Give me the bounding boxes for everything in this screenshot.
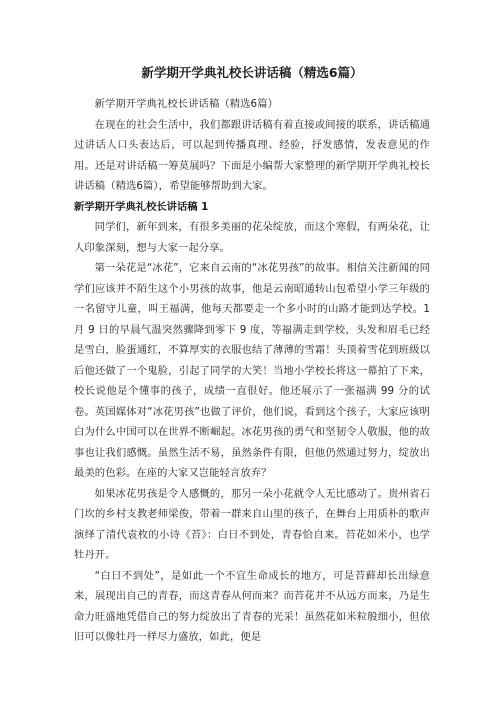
- document-title: 新学期开学典礼校长讲话稿（精选6篇）: [141, 65, 363, 80]
- body-paragraph: “白日不到处”，是如此一个不宜生命成长的地方，可是苔藓却长出绿意来，展现出自己的青春，而这青春从何而来？而苔花并不从远方而来，乃是生命力旺盛地凭借自己的努力绽放出了青春的光采！虽然花如米粒般细小，但依旧可以像牡丹一样尽力盛放，如此，便是: [74, 569, 430, 643]
- body-paragraph: 如果冰花男孩是令人感慨的，那另一朵小花就令人无比感动了。贵州省石门坎的乡村支教老师梁俊，带着一群来自山里的孩子，在舞台上用质朴的歌声演绎了清代袁枚的小诗《苔》：白日不到处，青春恰自来。苔花如米小，也学牡丹开。: [74, 487, 430, 561]
- intro-paragraph: 在现在的社会生活中，我们都跟讲话稿有着直接或间接的联系，讲话稿通过讲话人口头表达后，可以起到传播真理、经验，抒发感情，发表意见的作用。还是对讲话稿一筹莫展吗？下面是小编帮大家整理的新学期开学典礼校长讲话稿（精选6篇），希望能够帮助到大家。: [74, 118, 430, 192]
- body-paragraph: 第一朵花是“冰花”，它来自云南的“冰花男孩”的故事。相信关注新闻的同学们应该并不陌生这个小男孩的故事，他是云南昭通转山包希望小学三年级的一名留守儿童，叫王福满，他每天都要走一个多小时的山路才能到达学校。1 月 9 日的早晨气温突然骤降到零下 9 度，等福满走到学校，头发和眉毛已经是雪白，脸蛋通红，不算厚实的衣服也结了薄薄的雪霜！头顶着雪花到班级以后他还做了一个鬼脸，引起了同学的大笑！当地小学校长将这一幕拍了下来，校长说他是个懂事的孩子，成绩一直很好。他还展示了一张福满 99 分的试卷。英国媒体对“冰花男孩”也做了评价，他们说，看到这个孩子，大家应该明白为什么中国可以在世界不断崛起。冰花男孩的勇气和坚韧令人敬服，他的故事也让我们感慨。虽然生活不易，虽然条件有限，但他仍然通过努力，绽放出最美的色彩。在座的大家又岂能轻言放弃？: [74, 262, 430, 479]
- body-paragraph: 同学们，新年到来，有很多美丽的花朵绽放，而这个寒假，有两朵花，让人印象深刻，想与大家一起分享。: [74, 221, 430, 254]
- intro-title-paragraph: 新学期开学典礼校长讲话稿（精选6篇）: [94, 98, 278, 110]
- section-heading: 新学期开学典礼校长讲话稿 1: [74, 200, 209, 213]
